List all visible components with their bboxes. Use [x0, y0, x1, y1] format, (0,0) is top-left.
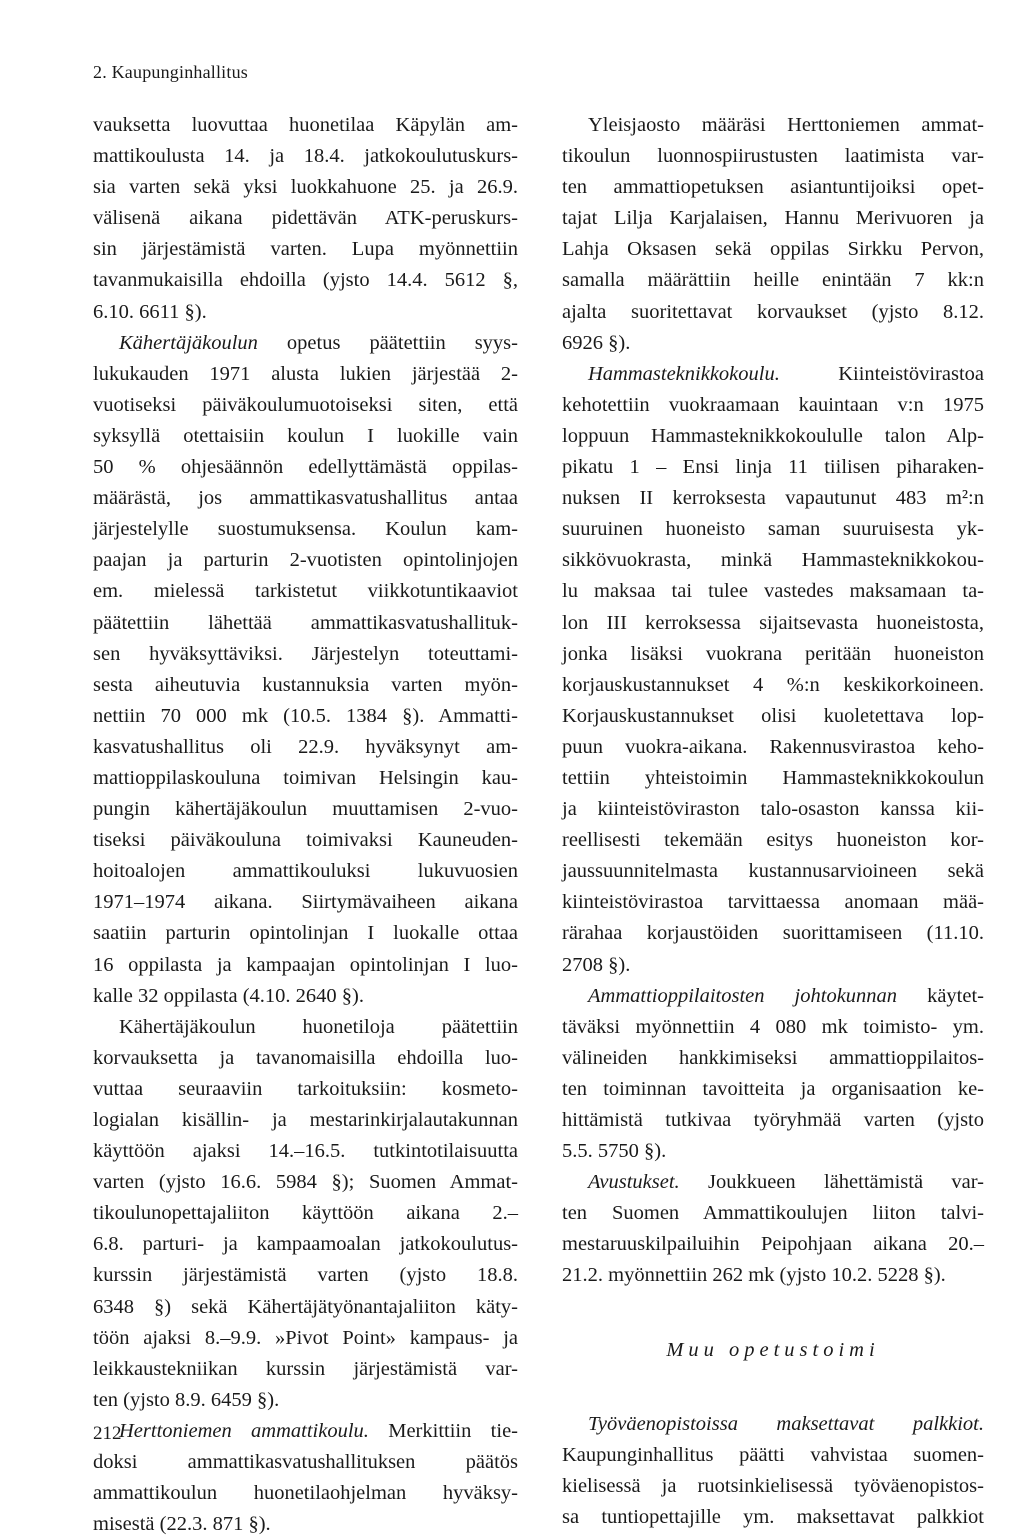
text-line: lukukauden 1971 alusta lukien järjestää 2-: [93, 362, 518, 385]
text-line: 50 % ohjesäännön edellyttämästä oppilas-: [93, 456, 518, 479]
text-line: 5.5. 5750 §).: [562, 1140, 667, 1163]
text-line: doksi ammattikasvatushallituksen päätös: [93, 1451, 518, 1474]
text-line: [93, 328, 518, 359]
paragraph-heading: Työväenopistoissa maksettavat palkkiot.: [588, 1412, 984, 1435]
text-line: päätettiin lähettää ammattikasvatushallituk-: [93, 611, 518, 634]
paragraph-heading: Ammattioppilaitosten johtokunnan: [588, 984, 898, 1007]
text-line: kielisessä ja ruotsinkielisessä työväenopistos-: [562, 1474, 984, 1497]
text-line: ajalta suoritettavat korvaukset (yjsto 8.12.: [562, 300, 984, 323]
paragraph-heading: Avustukset.: [588, 1171, 680, 1194]
text-line: 16 oppilasta ja kampaajan opintolinjan I luo-: [93, 953, 518, 976]
text-line: puun vuokra-aikana. Rakennusvirastoa keho-: [562, 735, 984, 758]
text-line: vauksetta luovuttaa huonetilaa Käpylän am-: [93, 114, 518, 136]
text-line: [562, 359, 984, 390]
text-line: ten toiminnan tavoitteita ja organisaation ke-: [562, 1077, 984, 1100]
paragraph-huonetilat: [93, 1012, 518, 1416]
text-line: kiinteistövirastoa tarvittaessa anomaan mää-: [562, 891, 984, 914]
text-fragment: Joukkueen lähettämistä var-: [679, 1171, 984, 1194]
text-fragment: Merkittiin tie-: [368, 1419, 518, 1442]
text-line: suuruinen huoneisto saman suuruisesta yk-: [562, 518, 984, 541]
text-line: pungin kähertäjäkoulun muuttamisen 2-vuo-: [93, 798, 518, 821]
paragraph-herttoniemi: [93, 1416, 518, 1540]
text-line: Yleisjaosto määräsi Herttoniemen ammat-: [588, 114, 984, 136]
text-line: vuttaa seuraaviin tarkoituksiin: kosmeto-: [93, 1077, 518, 1100]
text-line: käyttöön ajaksi 14.–16.5. tutkintotilaisuutta: [93, 1140, 518, 1163]
paragraph-hammasteknikko: [562, 359, 984, 981]
text-line: varten (yjsto 16.6. 5984 §); Suomen Ammat-: [93, 1171, 518, 1194]
text-line: 6.8. parturi- ja kampaamoalan jatkokoulutus-: [93, 1233, 518, 1256]
text-line: mattikoulusta 14. ja 18.4. jatkokoulutuskurs-: [93, 145, 518, 168]
text-line: kurssin järjestämistä varten (yjsto 18.8.: [93, 1264, 518, 1287]
text-line: tikoulun luonnospiirustusten laatimista var-: [562, 145, 984, 168]
paragraph-yleisjaosto: [562, 110, 984, 359]
text-fragment: opetus päätettiin syys-: [257, 331, 518, 354]
paragraph-kahertajakoulu: [93, 328, 518, 1012]
text-line: syksyllä otettaisiin koulun I luokille vain: [93, 424, 518, 447]
text-line: em. mielessä tarkistetut viikkotuntikaaviot: [93, 580, 518, 603]
text-line: reellisesti tekemään esitys huoneiston kor-: [562, 829, 984, 852]
text-line: leikkaustekniikan kurssin järjestämistä var-: [93, 1357, 518, 1380]
text-line: vuotiseksi päiväkoulumuotoiseksi siten, että: [93, 393, 518, 416]
text-line: sikkövuokrasta, minkä Hammasteknikkokou-: [562, 549, 984, 572]
text-line: lu maksaa tai tulee vastedes maksamaan ta-: [562, 580, 984, 603]
text-line: logialan kisällin- ja mestarinkirjalautakunnan: [93, 1109, 518, 1131]
paragraph-heading: Hammasteknikkokoulu.: [588, 362, 780, 385]
text-line: järjestelylle suostumuksensa. Koulun kam-: [93, 518, 518, 541]
text-line: mattioppilaskouluna toimivan Helsingin kau-: [93, 766, 518, 789]
text-line: sa tuntiopettajille ym. maksettavat palkkiot: [562, 1505, 984, 1528]
paragraph-heading: Kähertäjäkoulun: [119, 331, 258, 354]
text-line: [93, 1416, 518, 1447]
text-line: Korjauskustannukset olisi kuoletettava lop-: [562, 704, 984, 727]
text-line: paajan ja parturin 2-vuotisten opintolinjojen: [93, 549, 518, 572]
text-line: töön ajaksi 8.–9.9. »Pivot Point» kampaus- ja: [93, 1326, 518, 1349]
text-line: Kaupunginhallitus päätti vahvistaa suomen-: [562, 1443, 984, 1466]
left-column: [93, 110, 518, 1540]
text-line: [562, 1409, 984, 1440]
text-line: pikatu 1 – Ensi linja 11 tiilisen piharaken-: [562, 456, 984, 479]
text-line: kalle 32 oppilasta (4.10. 2640 §).: [93, 984, 365, 1007]
text-line: [562, 1167, 984, 1198]
text-line: välisenä aikana pidettävän ATK-peruskurs-: [93, 207, 518, 230]
running-header: 2. Kaupunginhallitus: [93, 62, 248, 82]
text-line: täväksi myönnettiin 4 080 mk toimisto- ym.: [562, 1015, 984, 1038]
text-line: ten ammattiopetuksen asiantuntijoiksi opet-: [562, 176, 984, 199]
paragraph-continuation: [93, 110, 518, 328]
paragraph-avustukset: [562, 1167, 984, 1291]
text-line: mestaruuskilpailuihin Peipohjaan aikana 20.–: [562, 1233, 984, 1256]
text-line: rärahaa korjaustöiden suorittamiseen (11.10.: [562, 922, 984, 945]
text-line: ja kiinteistöviraston talo-osaston kanssa kii-: [562, 798, 984, 821]
text-line: Lahja Oksasen sekä oppilas Sirkku Pervon,: [562, 238, 984, 261]
text-line: nettiin 70 000 mk (10.5. 1384 §). Ammatti-: [93, 704, 518, 727]
text-line: [562, 981, 984, 1012]
text-line: kehotettiin vuokraamaan kauintaan v:n 1975: [562, 393, 984, 416]
text-line: misestä (22.3. 871 §).: [93, 1513, 271, 1536]
text-line: tavanmukaisilla ehdoilla (yjsto 14.4. 5612 §,: [93, 269, 518, 292]
paragraph-johtokunta: [562, 981, 984, 1168]
text-line: sia varten sekä yksi luokkahuone 25. ja 26.9.: [93, 176, 518, 199]
page-number: 212: [93, 1423, 122, 1444]
text-line: samalla määrättiin heille enintään 7 kk:n: [562, 269, 984, 292]
text-line: ten (yjsto 8.9. 6459 §).: [93, 1388, 280, 1411]
text-line: 6348 §) sekä Kähertäjätyönantajaliiton käty-: [93, 1295, 518, 1318]
text-line: korjauskustannukset 4 %:n keskikorkoineen.: [562, 673, 984, 696]
text-line: 2708 §).: [562, 953, 631, 976]
text-line: Kähertäjäkoulun huonetiloja päätettiin: [119, 1015, 518, 1038]
paragraph-heading: Herttoniemen ammattikoulu.: [119, 1419, 369, 1442]
text-line: tettiin yhteistoimin Hammasteknikkokoulun: [562, 766, 984, 789]
text-fragment: käytet-: [897, 984, 984, 1007]
text-line: korvauksetta ja tavanomaisilla ehdoilla luo-: [93, 1046, 518, 1069]
text-line: välineiden hankkimiseksi ammattioppilaitos-: [562, 1046, 984, 1069]
text-line: sesta aiheutuvia kustannuksia varten myön-: [93, 673, 518, 696]
section-title: Muu opetustoimi: [666, 1338, 880, 1361]
text-line: 6926 §).: [562, 331, 631, 354]
text-line: ten Suomen Ammattikoulujen liiton talvi-: [562, 1202, 984, 1225]
text-line: hoitoalojen ammattikouluksi lukuvuosien: [93, 860, 518, 883]
text-line: sen hyväksyttäviksi. Järjestelyn toteuttami-: [93, 642, 518, 665]
text-line: 21.2. myönnettiin 262 mk (yjsto 10.2. 5228 §).: [562, 1264, 946, 1287]
text-line: tiseksi päiväkouluna toimivaksi Kauneuden-: [93, 829, 518, 852]
right-column: [562, 110, 984, 1533]
text-line: tajat Lilja Karjalaisen, Hannu Merivuoren ja: [562, 207, 984, 230]
text-line: hittämistä tutkivaa työryhmää varten (yjsto: [562, 1109, 984, 1131]
text-line: nuksen II kerroksesta vapautunut 483 m²:n: [562, 487, 984, 510]
text-line: lon III kerroksessa sijaitsevasta huoneistosta,: [562, 611, 984, 634]
text-line: loppuun Hammasteknikkokoululle talon Alp-: [562, 424, 984, 447]
text-fragment: Kiinteistövirastoa: [779, 362, 984, 385]
text-line: 6.10. 6611 §).: [93, 300, 207, 323]
text-line: sin järjestämistä varten. Lupa myönnettiin: [93, 238, 518, 261]
text-line: saatiin parturin opintolinjan I luokalle ottaa: [93, 922, 518, 945]
text-line: jaussuunnitelmasta kustannusarvioineen sekä: [562, 860, 984, 883]
text-line: tikoulunopettajaliiton käyttöön aikana 2.–: [93, 1202, 518, 1225]
text-line: ammattikoulun huonetilaohjelman hyväksy-: [93, 1482, 518, 1505]
paragraph-palkkiot: [562, 1409, 984, 1533]
text-line: 1971–1974 aikana. Siirtymävaiheen aikana: [93, 891, 518, 914]
text-line: määrästä, jos ammattikasvatushallitus antaa: [93, 487, 518, 510]
text-line: jonka lisäksi vuokrana peritään huoneiston: [562, 642, 984, 665]
text-line: kasvatushallitus oli 22.9. hyväksynyt am-: [93, 735, 518, 758]
